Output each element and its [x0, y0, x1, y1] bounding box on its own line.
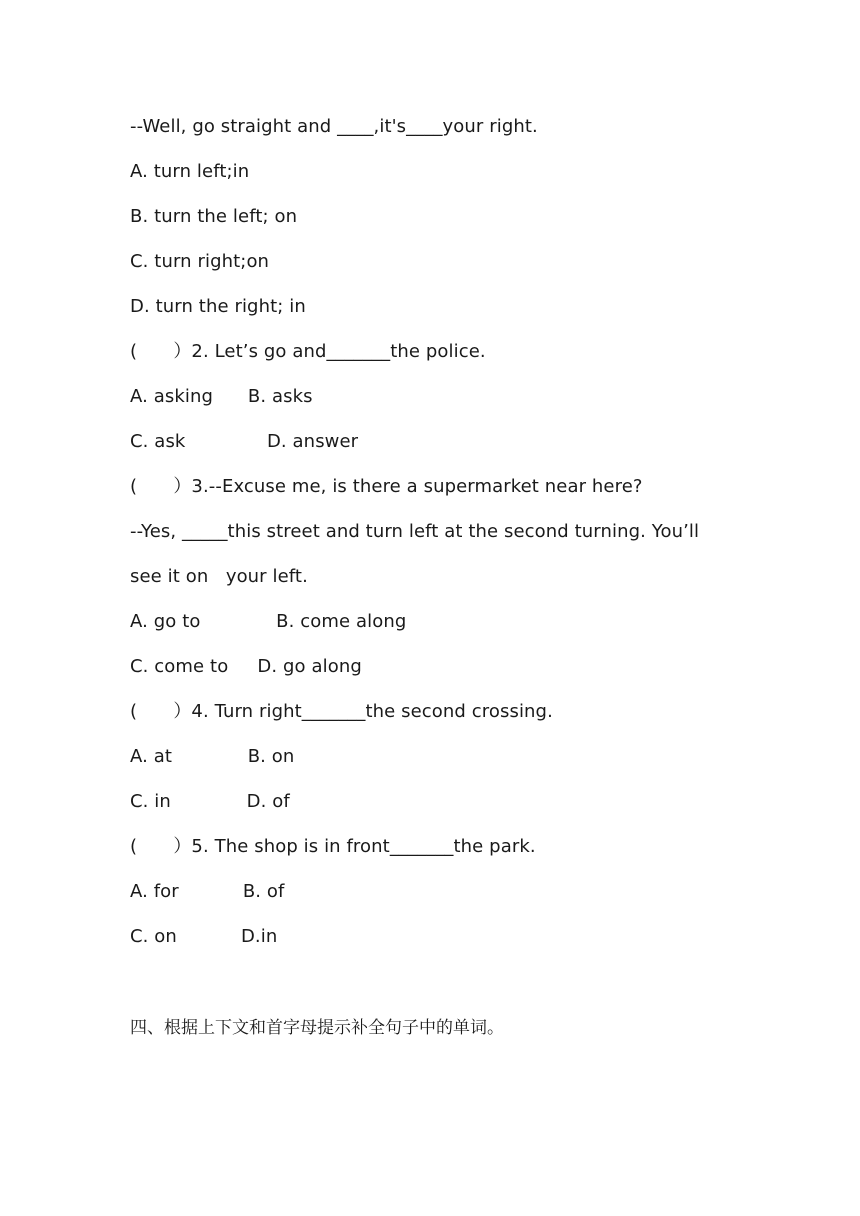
- q4-options-ab: A. at B. on: [130, 746, 295, 767]
- q3-options-ab: A. go to B. come along: [130, 611, 407, 632]
- q3-options-cd: C. come to D. go along: [130, 656, 362, 677]
- q1-option-c: C. turn right;on: [130, 251, 270, 272]
- question-3: ( ）3.--Excuse me, is there a supermarket near here?: [130, 476, 643, 497]
- question-3-response: --Yes, _____this street and turn left at the second turning. You’ll: [130, 521, 700, 542]
- q1-option-b: B. turn the left; on: [130, 206, 298, 227]
- question-2: ( ）2. Let’s go and_______the police.: [130, 341, 486, 362]
- q1-option-a: A. turn left;in: [130, 161, 250, 182]
- q1-option-d: D. turn the right; in: [130, 296, 306, 317]
- question-4: ( ）4. Turn right_______the second crossing.: [130, 701, 553, 722]
- q2-options-cd: C. ask D. answer: [130, 431, 359, 452]
- q5-options-ab: A. for B. of: [130, 881, 285, 902]
- question-1-answer-line: --Well, go straight and ____,it's____your right.: [130, 116, 538, 137]
- question-3-response-cont: see it on your left.: [130, 566, 308, 587]
- q5-options-cd: C. on D.in: [130, 926, 278, 947]
- question-5: ( ）5. The shop is in front_______the park.: [130, 836, 536, 857]
- section-four-heading: 四、根据上下文和首字母提示补全句子中的单词。: [130, 1018, 504, 1038]
- q4-options-cd: C. in D. of: [130, 791, 290, 812]
- q2-options-ab: A. asking B. asks: [130, 386, 313, 407]
